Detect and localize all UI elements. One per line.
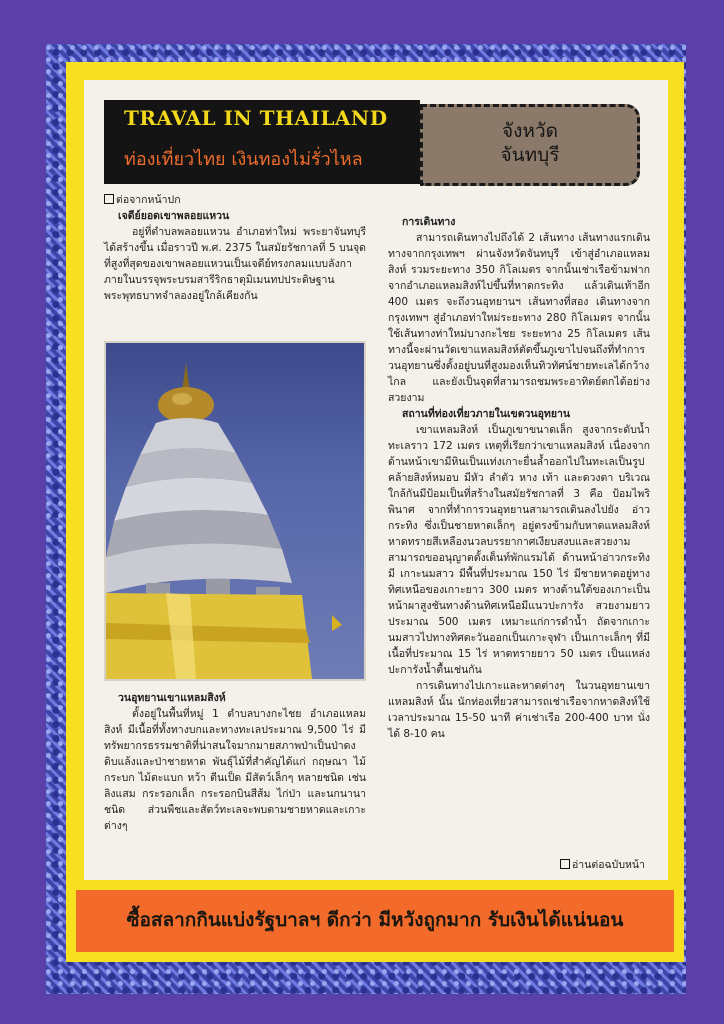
section-body-travel: สามารถเดินทางไปถึงได้ 2 เส้นทาง เส้นทางแรกเดินทางจากกรุงเทพฯ ผ่านจังหวัดจันทบุรี เข้าสู่อำเภอแหลมสิงห์ รวมระยะทาง 350 กิโลเมตร จากนั้นเช่าเรือข้ามฟากจากอำเภอแหลมสิงห์ไปขึ้นที่หาดกระทิง แล้วเดินเท้าอีก 400 เมตร จะถึงวนอุทยานฯ เส้นทางที่สอง เดินทางจากกรุงเทพฯ สู่อำเภอท่าใหม่ระยะทาง 280 กิโลเมตร จากนั้นใช้เส้นทางท่าใหม่บางกะไชย ระยะทาง 25 กิโลเมตร เส้นทางนี้จะผ่านวัดเขาแหลมสิงห์ตัดขึ้นภูเขาไปจนถึงที่ทำการวนอุทยานซึ่งตั้งอยู่บนที่สูงมองเห็นทิวทัศน์ชายทะเลได้กว้างไกล และยังเป็นจุดที่สามารถชมพระอาทิตย์ตกได้อย่างสวยงาม bbox=[388, 232, 650, 404]
section-heading-travel: การเดินทาง bbox=[402, 216, 456, 228]
checkbox-icon bbox=[560, 859, 570, 869]
province-name: จันทบุรี bbox=[500, 144, 560, 166]
section-heading-places: สถานที่ท่องเที่ยวภายในเขตวนอุทยาน bbox=[402, 408, 571, 420]
section-body-places: เขาแหลมสิงห์ เป็นภูเขาขนาดเล็ก สูงจากระดับน้ำทะเลราว 172 เมตร เหตุที่เรียกว่าเขาแหลมสิงห์ เนื่องจากด้านหน้าเขามีหินเป็นแท่งเกาะยื่นล้ำออกไปในทะเลเป็นรูปคล้ายสิงห์หมอบ มีหัว ลำตัว หาง เท้า และดวงตา บริเวณใกล้กันมีป้อมเป็นที่สร้างในสมัยรัชกาลที่ 3 คือ ป้อมไพริพินาศ จากที่ทำการวนอุทยานสามารถเดินลงไปยัง อ่าวกระทิง ซึ่งเป็นชายหาดเล็กๆ อยู่ตรงข้ามกับหาดแหลมสิงห์ หาดทรายสีเหลืองนวลบรรยากาศเงียบสงบและสวยงาม สามารถขออนุญาตตั้งเต็นท์พักแรมได้ ด้านหน้าอ่าวกระทิงมี เกาะนมสาว มีพื้นที่ประมาณ 150 ไร่ มีชายหาดอยู่ทางทิศเหนือของเกาะยาว 300 เมตร ทางด้านใต้ของเกาะเป็นหน้าผาสูงชันทางด้านทิศเหนือมีแนวปะการัง สวยงามยาวประมาณ 500 เมตร เหมาะแก่การดำน้ำ ถัดจากเกาะนมสาวไปทางทิศตะวันออกเป็นเกาะจุฬา เป็นเกาะเล็กๆ ที่มีเนื้อที่ประมาณ 15 ไร่ หาดทรายยาว 50 เมตร เป็นแหล่งปะการังน้ำตื้นเช่นกัน bbox=[388, 424, 650, 676]
title-thai: ท่องเที่ยวไทย เงินทองไม่รั่วไหล bbox=[124, 149, 363, 170]
section-heading-stupa: เจดีย์ยอดเขาพลอยแหวน bbox=[118, 210, 230, 222]
province-label: จังหวัด bbox=[502, 120, 558, 142]
province-badge bbox=[420, 104, 640, 186]
left-column bbox=[104, 192, 366, 304]
continued-next-issue: อ่านต่อฉบับหน้า bbox=[560, 856, 645, 873]
section-body-park: ตั้งอยู่ในพื้นที่หมู่ 1 ตำบลบางกะไชย อำเภอแหลมสิงห์ มีเนื้อที่ทั้งทางบกและทางทะเลประมาณ 9,500 ไร่ มีทรัพยากรธรรมชาติที่น่าสนใจมากมายสภาพป่าเป็นป่าดงดิบแล้งและป่าชายหาด พันธุ์ไม้ที่สำคัญได้แก่ กฤษณา ไม้กระบก ไม้ตะแบก หว้า ตีนเป็ด มีสัตว์เล็กๆ หลายชนิด เช่น ลิงแสม กระรอกเล็ก กระรอกบินสีส้ม ไก่ป่า และนกนานาชนิด ส่วนพืชและสัตว์ทะเลจะพบตามชายหาดและเกาะต่างๆ bbox=[104, 708, 366, 832]
right-column bbox=[388, 214, 650, 742]
stupa-illustration bbox=[106, 343, 364, 679]
stupa-photo bbox=[104, 341, 366, 681]
footer-slogan: ซื้อสลากกินแบ่งรัฐบาลฯ ดีกว่า มีหวังถูกมาก รับเงินได้แน่นอน bbox=[126, 909, 624, 931]
section-body-stupa: อยู่ที่ตำบลพลอยแหวน อำเภอท่าใหม่ พระยาจันทบุรีได้สร้างขึ้น เมื่อราวปี พ.ศ. 2375 ในสมัยรัชกาลที่ 5 บนจุดที่สูงที่สุดของเขาพลอยแหวนเป็นเจดีย์ทรงกลมแบบลังกา ภายในบรรจุพระบรมสารีริกธาตุมิเมนทปประดิษฐานพระพุทธบาทจำลองอยู่ใกล้เคียงกัน bbox=[104, 226, 366, 302]
continued-from-cover: ต่อจากหน้าปก bbox=[104, 192, 366, 208]
checkbox-icon bbox=[104, 194, 114, 204]
title-english: TRAVAL IN THAILAND bbox=[124, 106, 388, 130]
park-section bbox=[104, 690, 366, 834]
section-body-boats: การเดินทางไปเกาะและหาดต่างๆ ในวนอุทยานเขาแหลมสิงห์ นั้น นักท่องเที่ยวสามารถเช่าเรือจากหาดสิงห์ใช้เวลาประมาณ 15-50 นาที ค่าเช่าเรือ 200-400 บาท นั่งได้ 8-10 คน bbox=[388, 680, 650, 740]
section-heading-park: วนอุทยานเขาแหลมสิงห์ bbox=[118, 692, 226, 704]
